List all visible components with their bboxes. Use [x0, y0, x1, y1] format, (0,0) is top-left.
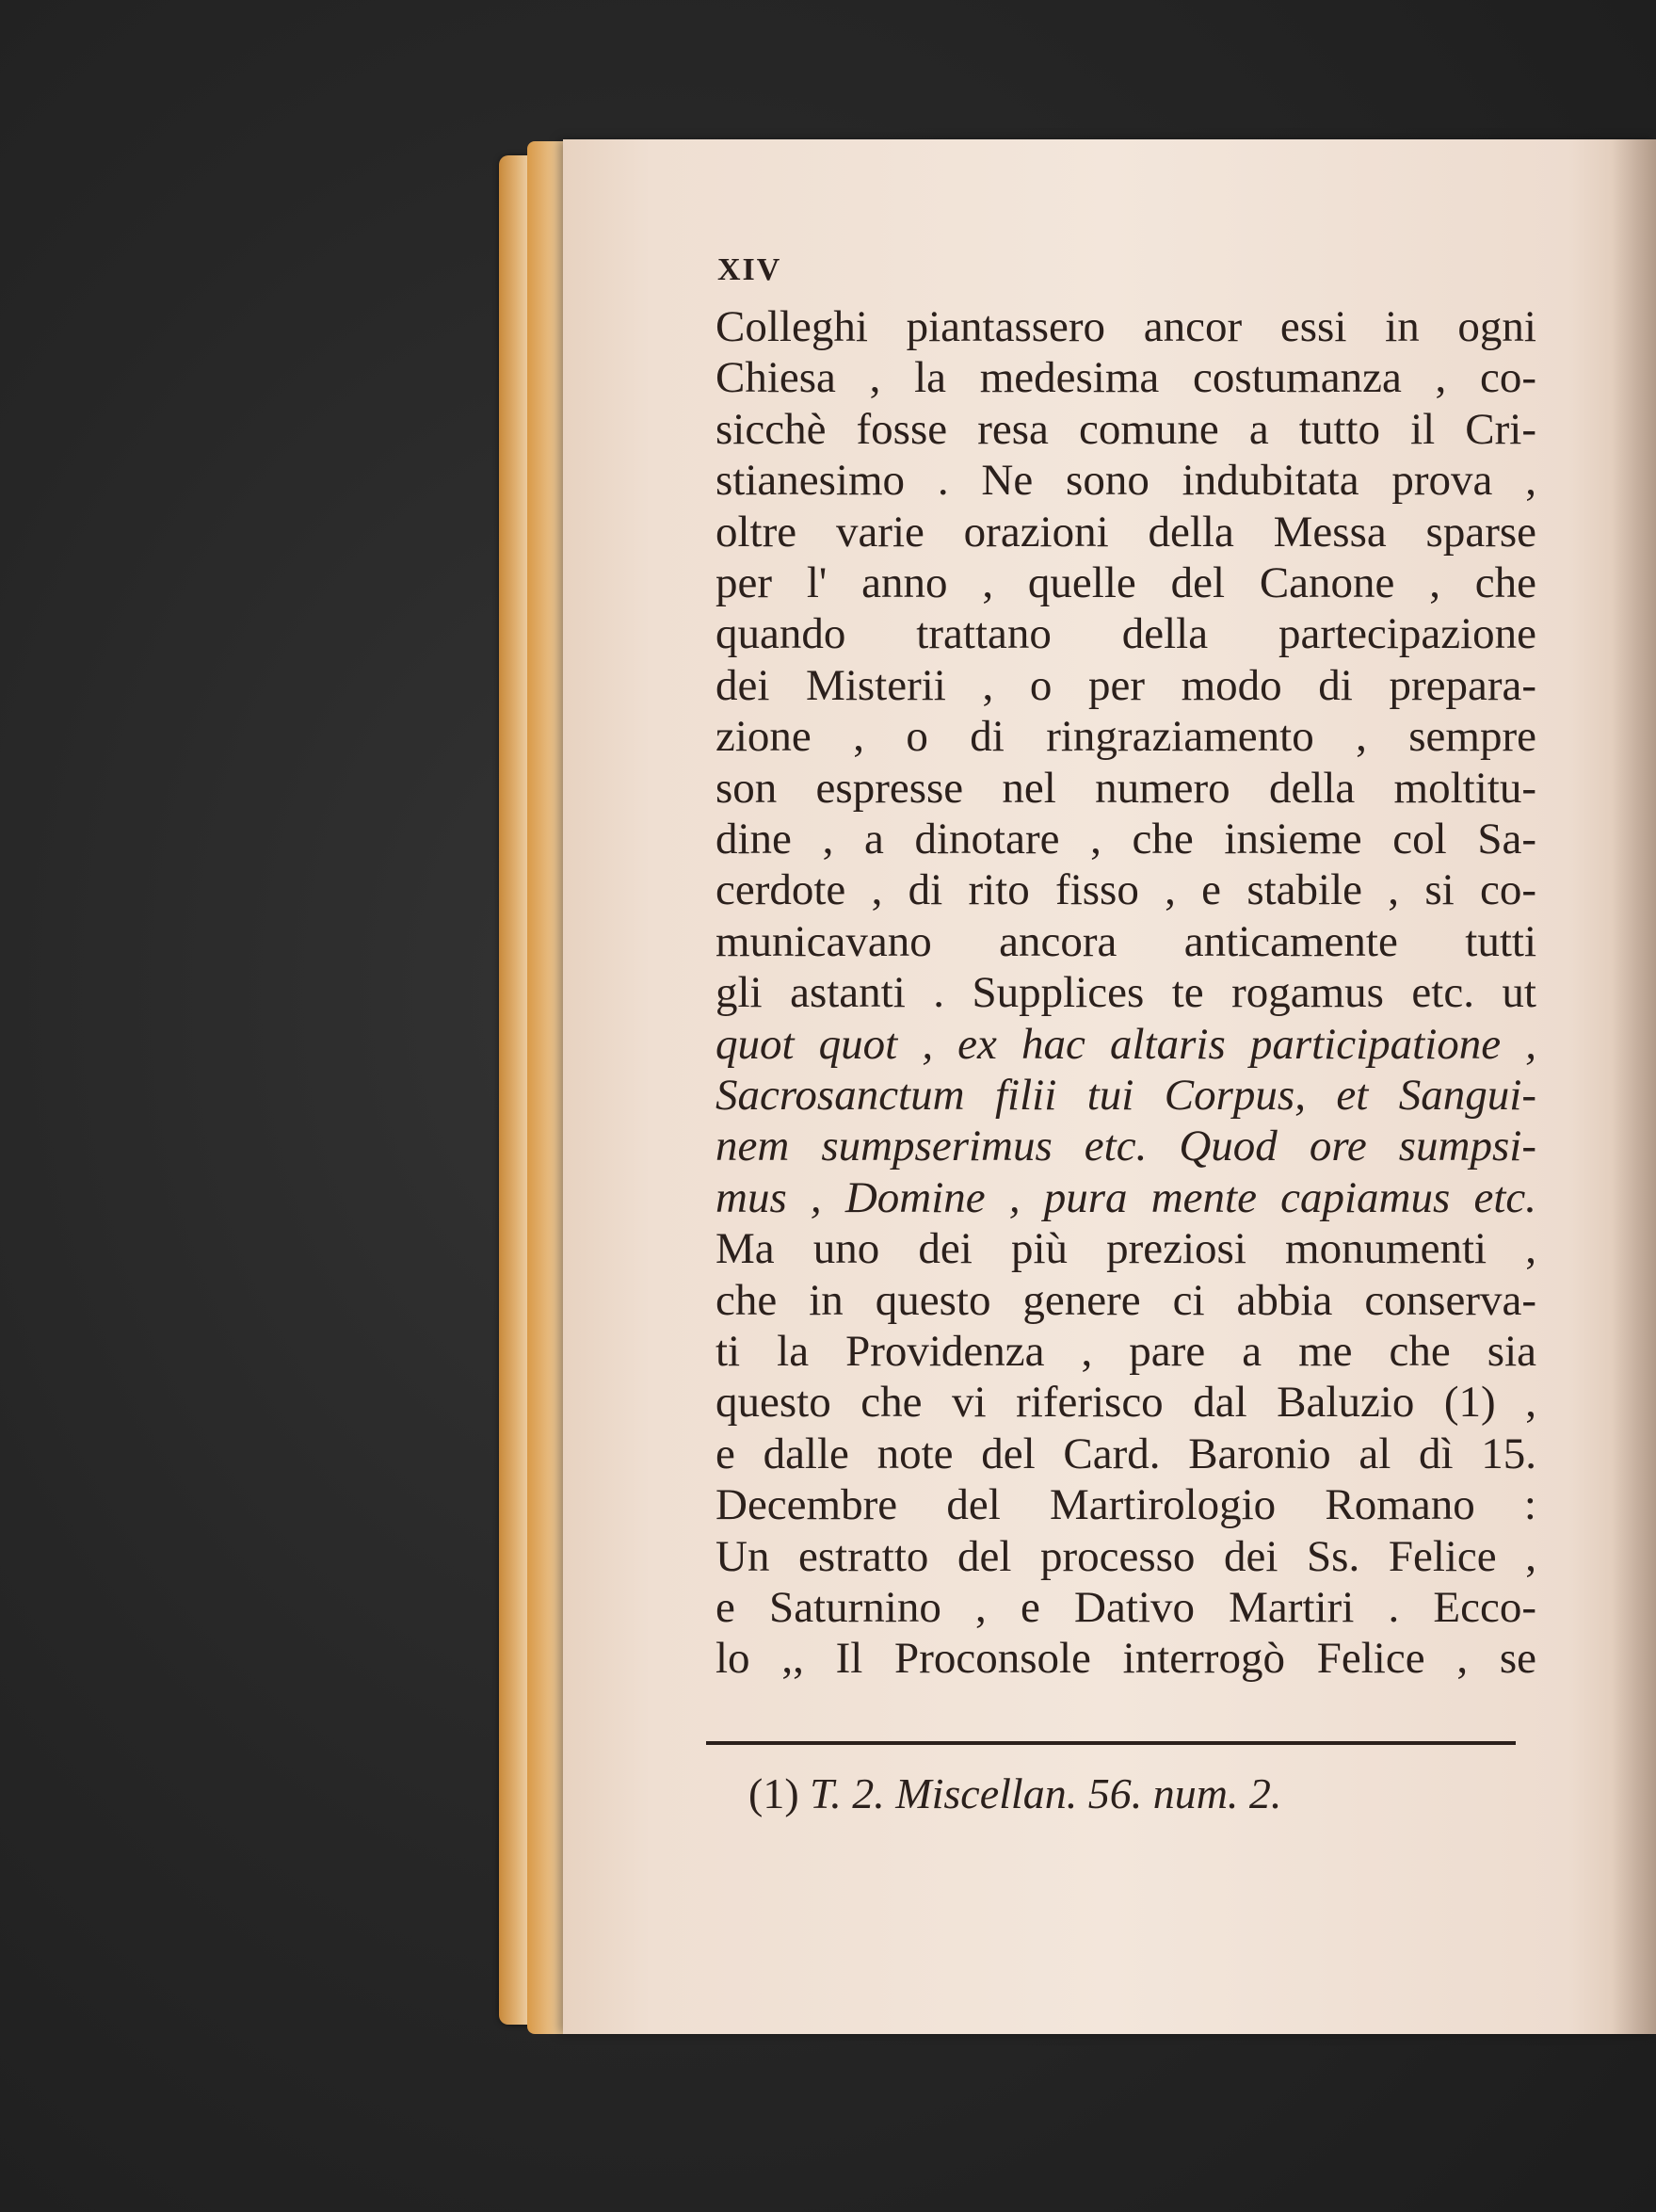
text-line: stianesimo . Ne sono indubitata prova , — [715, 456, 1536, 506]
text-line: Chiesa , la medesima costumanza , co- — [715, 353, 1536, 403]
footnote-marker: (1) — [748, 1769, 799, 1817]
text-line: Colleghi piantassero ancor essi in ogni — [715, 302, 1536, 351]
text-line: cerdote , di rito fisso , e stabile , si co- — [715, 865, 1536, 915]
text-line: gli astanti . Supplices te rogamus etc. ut — [715, 968, 1536, 1018]
text-line: questo che vi riferisco dal Baluzio (1) , — [715, 1378, 1536, 1428]
footnote-text: T. 2. Miscellan. 56. num. 2. — [810, 1769, 1282, 1817]
page-gutter-shadow — [1612, 139, 1656, 2034]
text-line: Sacrosanctum filii tui Corpus, et Sangui- — [715, 1071, 1536, 1120]
text-line: ti la Providenza , pare a me che sia — [715, 1327, 1536, 1376]
text-line: municavano ancora anticamente tutti — [715, 916, 1536, 966]
text-line: quando trattano della partecipazione — [715, 609, 1536, 659]
text-line: Un estratto del processo dei Ss. Felice , — [715, 1531, 1536, 1581]
text-line: e Saturnino , e Dativo Martiri . Ecco- — [715, 1583, 1536, 1632]
text-line: Decembre del Martirologio Romano : — [715, 1480, 1536, 1530]
footnote — [748, 1768, 1281, 1818]
text-line: son espresse nel numero della moltitu- — [715, 763, 1536, 813]
page-number: XIV — [717, 252, 782, 287]
text-line: dei Misterii , o per modo di prepara- — [715, 660, 1536, 710]
text-line: nem sumpserimus etc. Quod ore sumpsi- — [715, 1122, 1536, 1171]
text-line: quot quot , ex hac altaris participatione , — [715, 1019, 1536, 1069]
text-line: mus , Domine , pura mente capiamus etc. — [715, 1172, 1536, 1222]
text-line: Ma uno dei più preziosi monumenti , — [715, 1224, 1536, 1274]
text-line: dine , a dinotare , che insieme col Sa- — [715, 815, 1536, 864]
text-line: che in questo genere ci abbia conserva- — [715, 1275, 1536, 1325]
footnote-rule — [706, 1741, 1516, 1745]
text-line: zione , o di ringraziamento , sempre — [715, 712, 1536, 762]
text-line: e dalle note del Card. Baronio al dì 15. — [715, 1429, 1536, 1478]
text-line: sicchè fosse resa comune a tutto il Cri- — [715, 404, 1536, 454]
text-line: oltre varie orazioni della Messa sparse — [715, 507, 1536, 557]
text-line: lo ,, Il Proconsole interrogò Felice , se — [715, 1634, 1536, 1684]
text-line: per l' anno , quelle del Canone , che — [715, 558, 1536, 607]
